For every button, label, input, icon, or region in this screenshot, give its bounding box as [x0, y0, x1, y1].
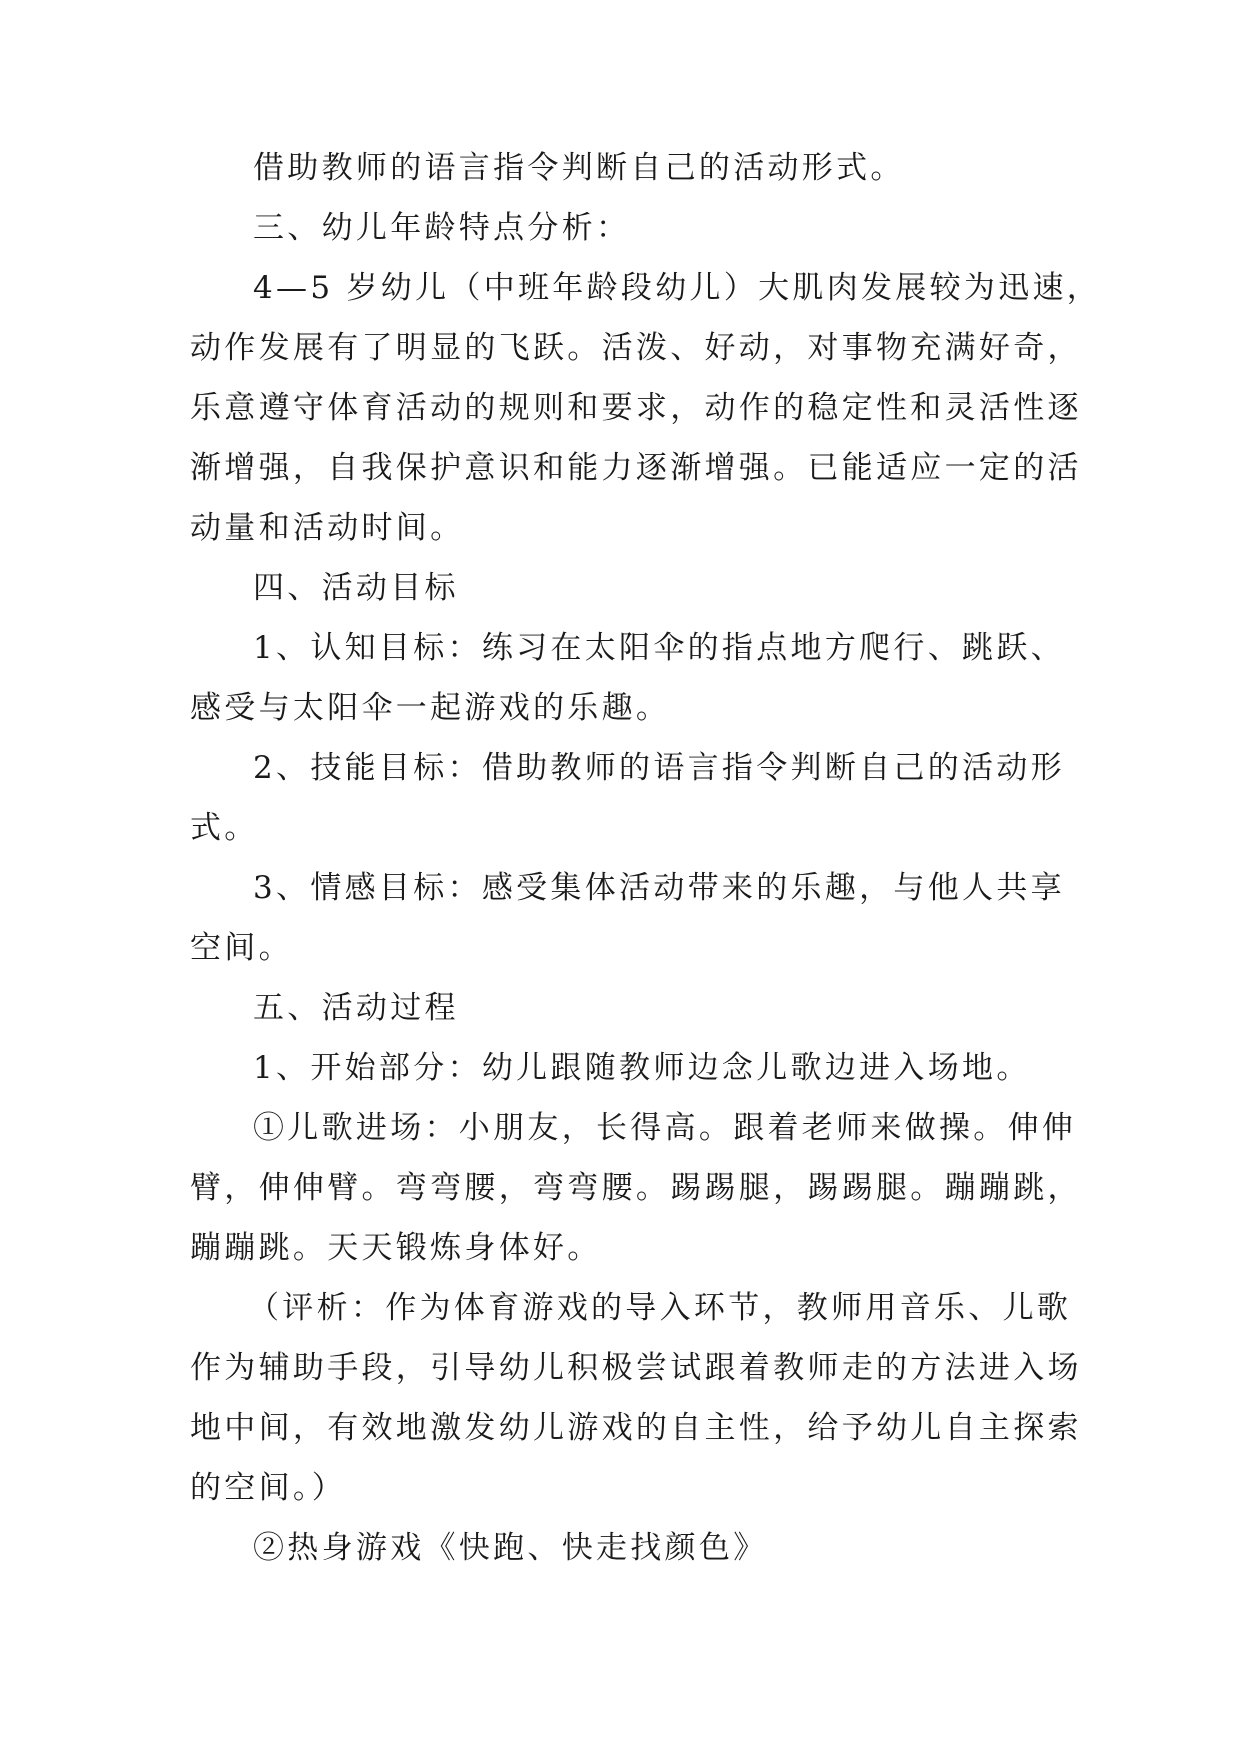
section-heading: 五、活动过程 [253, 990, 459, 1026]
text-line: ①儿歌进场：小朋友，长得高。跟着老师来做操。伸伸 [253, 1110, 1077, 1146]
text-line: 1、认知目标：练习在太阳伞的指点地方爬行、跳跃、 [253, 630, 1065, 666]
text-line: 空间。 [190, 930, 293, 966]
text-line: 蹦蹦跳。天天锻炼身体好。 [190, 1230, 602, 1266]
text-line: 动作发展有了明显的飞跃。活泼、好动，对事物充满好奇， [190, 330, 1082, 366]
text-line: 4—5 岁幼儿（中班年龄段幼儿）大肌肉发展较为迅速， [253, 270, 1102, 306]
text-line: 动量和活动时间。 [190, 510, 465, 546]
text-line: 臂，伸伸臂。弯弯腰，弯弯腰。踢踢腿，踢踢腿。蹦蹦跳， [190, 1170, 1082, 1206]
text-line: 3、情感目标：感受集体活动带来的乐趣，与他人共享 [253, 870, 1065, 906]
section-heading: 四、活动目标 [253, 570, 459, 606]
section-heading: 三、幼儿年龄特点分析： [253, 210, 631, 246]
text-line: 式。 [190, 810, 259, 846]
text-line: 作为辅助手段，引导幼儿积极尝试跟着教师走的方法进入场 [190, 1350, 1082, 1386]
text-line: 地中间，有效地激发幼儿游戏的自主性，给予幼儿自主探索 [190, 1410, 1082, 1446]
text-line: 借助教师的语言指令判断自己的活动形式。 [253, 150, 905, 186]
text-line: ②热身游戏《快跑、快走找颜色》 [253, 1530, 768, 1566]
text-line: 乐意遵守体育活动的规则和要求，动作的稳定性和灵活性逐 [190, 390, 1082, 426]
text-line: 的空间。） [190, 1470, 346, 1506]
text-line: 渐增强，自我保护意识和能力逐渐增强。已能适应一定的活 [190, 450, 1082, 486]
text-line: 感受与太阳伞一起游戏的乐趣。 [190, 690, 671, 726]
text-line: 1、开始部分：幼儿跟随教师边念儿歌边进入场地。 [253, 1050, 1031, 1086]
text-line: 2、技能目标：借助教师的语言指令判断自己的活动形 [253, 750, 1065, 786]
text-line: （评析：作为体育游戏的导入环节，教师用音乐、儿歌 [248, 1290, 1072, 1326]
